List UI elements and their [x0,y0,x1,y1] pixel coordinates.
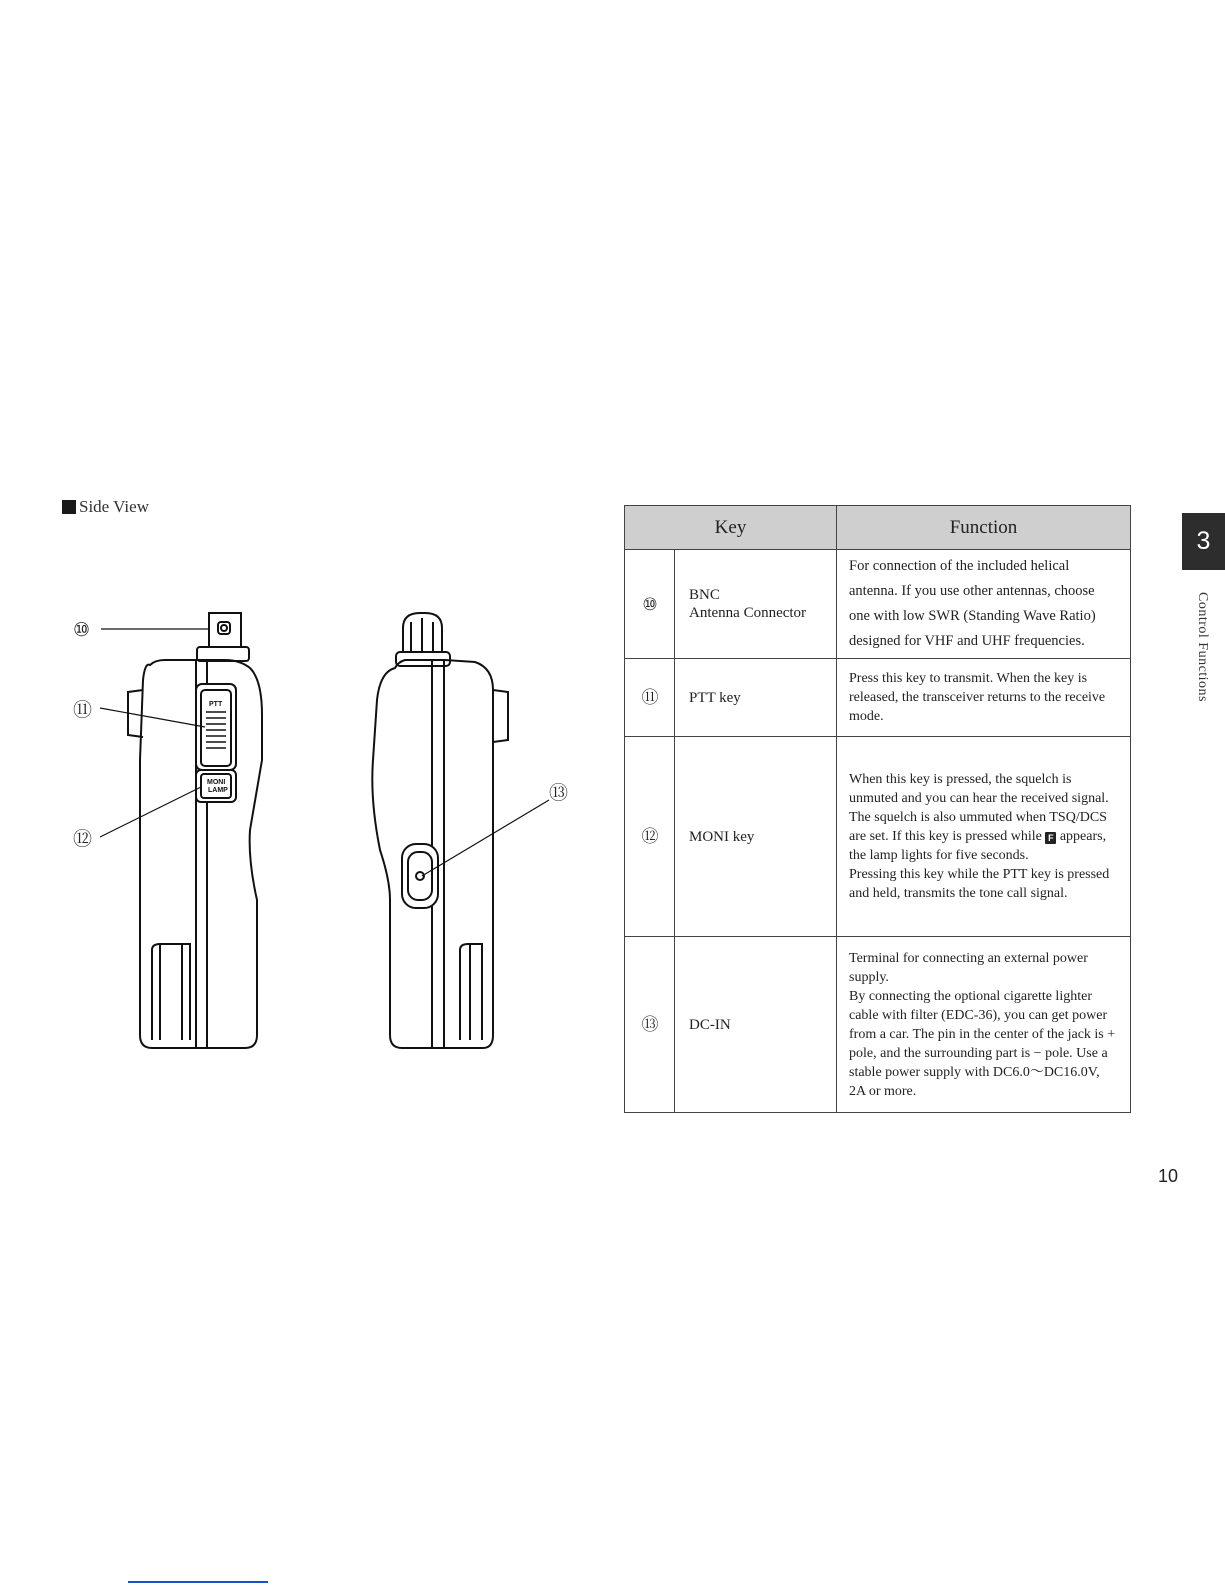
table-row [625,737,1131,937]
callout-12: ⑫ [73,829,92,850]
table-row [625,659,1131,737]
function-text-a: When this key is pressed, the squelch is unmuted and you can hear the received signal. The squelch is also ummuted when TSQ/DCS are set. If this key is pressed while [849,772,1109,844]
function-text-c: Pressing this key while the PTT key is pressed and held, transmits the tone call signal. [849,867,1110,901]
lamp-label: LAMP [208,787,228,794]
header-function: Function [837,506,1131,550]
key-name: DC-IN [675,937,837,1113]
chapter-label: Control Functions [1195,592,1210,703]
key-name: BNC Antenna Connector [675,550,837,659]
key-function: For connection of the included helical antenna. If you use other antennas, choose one with low SWR (Standing Wave Ratio) designed for VHF and UHF frequencies. [837,550,1131,659]
key-function: Press this key to transmit. When the key is released, the transceiver returns to the receive mode. [837,659,1131,737]
callout-10: ⑩ [73,620,90,641]
key-function [837,737,1131,937]
page-number: 10 [1158,1166,1179,1186]
row-number: ⑬ [625,937,675,1113]
chapter-number: 3 [1196,527,1211,555]
callout-11: ⑪ [73,700,92,721]
radio-right-side-illustration [372,613,508,1048]
moni-label: MONI [207,779,226,786]
table-row [625,550,1131,659]
row-number: ⑩ [625,550,675,659]
key-function-table [624,505,1131,1113]
table-row [625,937,1131,1113]
header-key: Key [625,506,837,550]
key-name: MONI key [675,737,837,937]
function-text-a: Terminal for connecting an external power supply. [849,950,1088,985]
function-text-b: appears, the lamp lights for five seconds. [849,829,1107,863]
callout-13: ⑬ [549,783,568,804]
radio-left-side-illustration [128,613,262,1048]
table-header-row [625,506,1131,550]
row-number: ⑪ [625,659,675,737]
side-view-figure [0,0,610,1100]
chapter-tab [1182,513,1225,570]
key-name: PTT key [675,659,837,737]
bottom-rule [128,1581,268,1583]
row-number: ⑫ [625,737,675,937]
function-text-b: By connecting the optional cigarette lighter cable with filter (EDC-36), you can get power from a car. The pin in the center of the jack is + pole, and the surrounding part is − pole. Use a stable power supply with DC6.0～DC16.0V, 2A or more. [849,988,1116,1099]
f-mode-icon: F [1045,832,1056,844]
ptt-label: PTT [209,701,223,708]
key-function [837,937,1131,1113]
section-title-text: Side View [79,497,149,516]
